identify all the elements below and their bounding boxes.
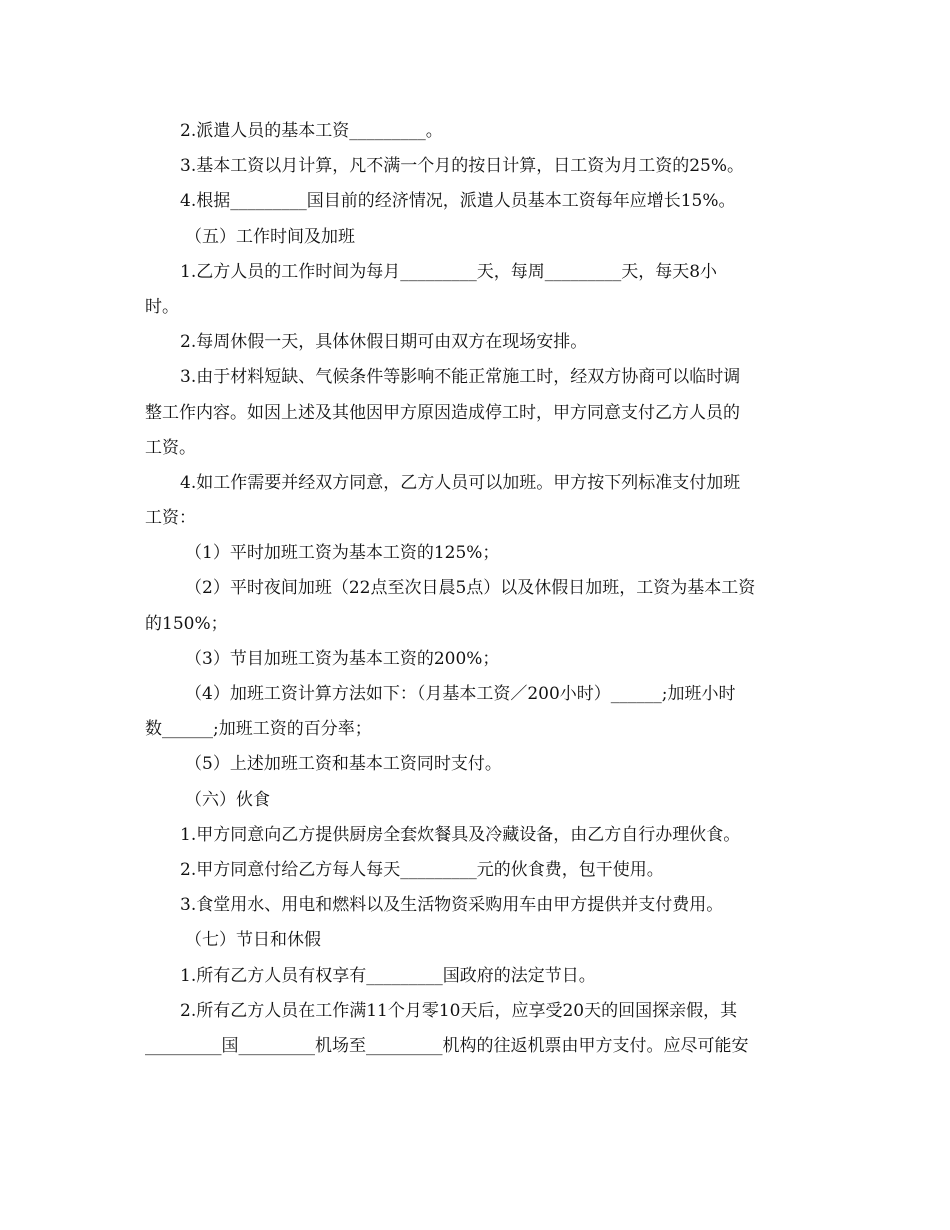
document-line: 整工作内容。如因上述及其他因甲方原因造成停工时，甲方同意支付乙方人员的: [145, 402, 740, 423]
document-page: [145, 114, 810, 1064]
document-line: 2.派遣人员的基本工资_________。: [180, 121, 443, 141]
document-line: 1.所有乙方人员有权享有_________国政府的法定节日。: [180, 965, 596, 986]
list-item: （5）上述加班工资和基本工资同时支付。: [185, 754, 502, 775]
list-item: （4）加班工资计算方法如下：（月基本工资／200小时）______;加班小时: [185, 684, 736, 704]
list-item: （3）节目加班工资为基本工资的200%；: [185, 648, 500, 669]
document-line: 4.根据_________国目前的经济情况，派遣人员基本工资每年应增长15%。: [180, 191, 736, 212]
document-line: 时。: [145, 296, 179, 317]
document-line: 3.食堂用水、用电和燃料以及生活物资采购用车由甲方提供并支付费用。: [180, 895, 724, 916]
document-line: 工资：: [145, 508, 196, 529]
section-heading: （六）伙食: [185, 789, 270, 810]
list-item: （1）平时加班工资为基本工资的125%；: [185, 543, 500, 564]
document-line: 3.由于材料短缺、气候条件等影响不能正常施工时，经双方协商可以临时调: [180, 367, 741, 388]
section-heading: （五）工作时间及加班: [185, 226, 355, 247]
list-item: （2）平时夜间加班（22点至次日晨5点）以及休假日加班，工资为基本工资: [185, 578, 756, 599]
section-heading: （七）节日和休假: [185, 930, 321, 951]
document-line: 2.所有乙方人员在工作满11个月零10天后，应享受20天的回国探亲假，其: [180, 1000, 738, 1021]
document-line: 的150%；: [145, 613, 228, 634]
document-line: 工资。: [145, 437, 196, 458]
document-line: 2.每周休假一天，具体休假日期可由双方在现场安排。: [180, 332, 588, 353]
document-line: 3.基本工资以月计算，凡不满一个月的按日计算，日工资为月工资的25%。: [180, 156, 745, 177]
document-line: 4.如工作需要并经双方同意，乙方人员可以加班。甲方按下列标准支付加班: [180, 472, 741, 493]
document-line: 1.乙方人员的工作时间为每月_________天，每周_________天，每天8小: [180, 261, 718, 282]
document-line: _________国_________机场至_________机构的往返机票由甲方支付。应尽可能安: [145, 1035, 749, 1056]
document-line: 数______;加班工资的百分率；: [145, 719, 372, 740]
document-line: 2.甲方同意付给乙方每人每天_________元的伙食费，包干使用。: [180, 859, 664, 880]
document-line: 1.甲方同意向乙方提供厨房全套炊餐具及冷藏设备，由乙方自行办理伙食。: [180, 824, 741, 845]
